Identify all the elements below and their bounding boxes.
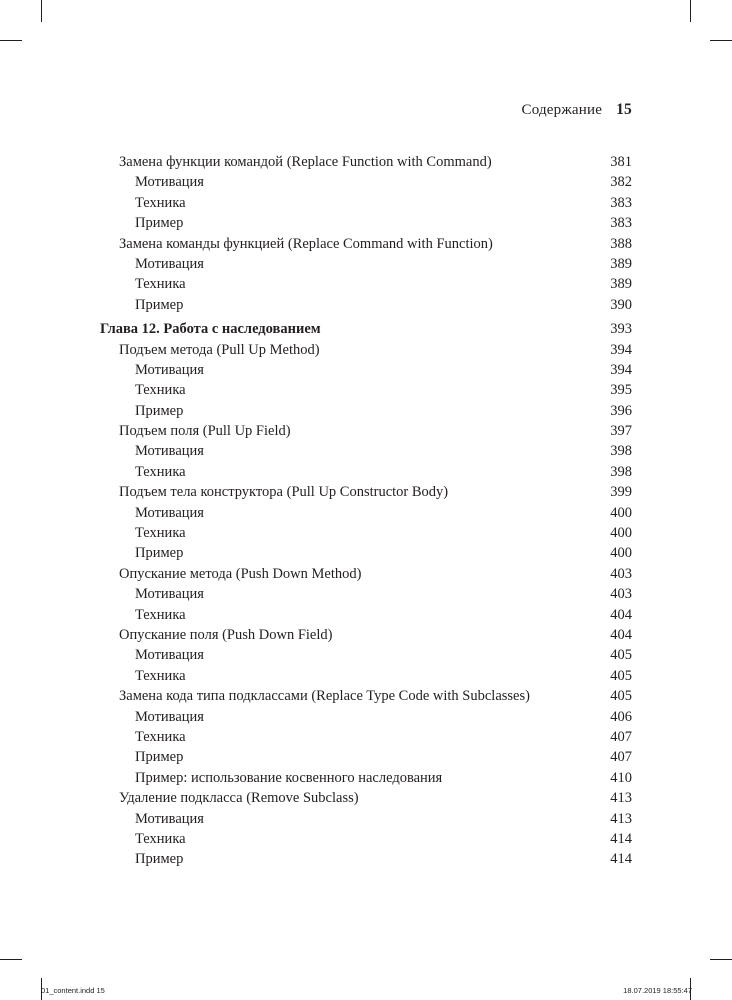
toc-entry — [100, 274, 632, 294]
toc-entry-title: Подъем поля (Pull Up Field) — [119, 423, 291, 440]
footer-file-info: 01_content.indd 15 — [41, 986, 105, 995]
toc-entry — [100, 340, 632, 360]
toc-entry — [100, 829, 632, 849]
toc-entry-page: 389 — [610, 255, 632, 272]
toc-entry-title: Мотивация — [135, 255, 204, 272]
toc-entry-title: Подъем метода (Pull Up Method) — [119, 341, 320, 358]
toc-entry-title: Пример — [135, 296, 184, 313]
toc-entry-title: Мотивация — [135, 504, 204, 521]
toc-entry — [100, 768, 632, 788]
toc-entry-page: 381 — [610, 154, 632, 170]
toc-entry-title: Замена команды функцией (Replace Command with Function) — [119, 235, 493, 252]
toc-chapter-entry — [100, 319, 632, 339]
toc-entry — [100, 503, 632, 523]
toc-entry-page: 400 — [610, 525, 632, 542]
crop-mark-top-left — [41, 0, 42, 22]
toc-entry — [100, 707, 632, 727]
toc-entry — [100, 666, 632, 686]
footer-timestamp: 18.07.2019 18:55:47 — [623, 986, 692, 995]
toc-entry-page: 395 — [610, 382, 632, 399]
toc-entry-title: Мотивация — [135, 810, 204, 827]
toc-entry — [100, 625, 632, 645]
toc-entry-title: Техника — [135, 728, 186, 745]
toc-entry-page: 414 — [610, 830, 632, 847]
toc-entry-title: Удаление подкласса (Remove Subclass) — [119, 790, 359, 807]
toc-entry-page: 410 — [610, 769, 632, 786]
toc-entry-title: Техника — [135, 463, 186, 480]
toc-entry — [100, 686, 632, 706]
toc-entry-page: 382 — [610, 174, 632, 191]
toc-entry-page: 407 — [610, 728, 632, 745]
toc-entry — [100, 254, 632, 274]
toc-entry-page: 413 — [610, 810, 632, 827]
toc-entry — [100, 213, 632, 233]
toc-entry — [100, 727, 632, 747]
toc-entry-title: Техника — [135, 525, 186, 542]
toc-entry — [100, 523, 632, 543]
toc-entry-page: 383 — [610, 194, 632, 211]
toc-entry-page: 393 — [610, 321, 632, 338]
toc-entry-page: 404 — [610, 606, 632, 623]
toc-entry-title: Техника — [135, 382, 186, 399]
toc-entry-title: Техника — [135, 276, 186, 293]
toc-entry-page: 414 — [610, 851, 632, 868]
toc-entry-title: Мотивация — [135, 647, 204, 664]
toc-entry-page: 405 — [610, 688, 632, 705]
page-number: 15 — [616, 101, 632, 118]
toc-entry — [100, 543, 632, 563]
crop-mark-bottom-right — [710, 959, 732, 960]
toc-entry-title: Пример — [135, 749, 184, 766]
toc-entry-title: Глава 12. Работа с наследованием — [100, 321, 321, 338]
toc-entry — [100, 462, 632, 482]
toc-entry — [100, 421, 632, 441]
crop-mark-top-right — [690, 0, 691, 22]
toc-entry-title: Мотивация — [135, 586, 204, 603]
crop-mark-top-left — [0, 40, 22, 41]
toc-entry — [100, 360, 632, 380]
toc-entry-title: Техника — [135, 830, 186, 847]
toc-entry — [100, 605, 632, 625]
toc-entry-page: 406 — [610, 708, 632, 725]
toc-entry-title: Пример — [135, 402, 184, 419]
toc-entry-title: Пример — [135, 851, 184, 868]
toc-entry-page: 390 — [610, 296, 632, 313]
toc-entry-page: 389 — [610, 276, 632, 293]
toc-entry-page: 399 — [610, 484, 632, 501]
toc-entry-title: Замена функции командой (Replace Function with Command) — [119, 154, 492, 170]
toc-entry — [100, 152, 632, 172]
toc-entry-title: Подъем тела конструктора (Pull Up Constructor Body) — [119, 484, 449, 501]
toc-entry-title: Пример — [135, 215, 184, 232]
toc-entry-page: 403 — [610, 565, 632, 582]
table-of-contents — [100, 152, 632, 870]
toc-entry — [100, 295, 632, 315]
toc-entry-title: Пример: использование косвенного наследования — [135, 769, 443, 786]
toc-entry — [100, 584, 632, 604]
toc-entry — [100, 788, 632, 808]
toc-entry-page: 397 — [610, 423, 632, 440]
toc-entry-page: 388 — [610, 235, 632, 252]
toc-entry — [100, 849, 632, 869]
toc-entry-page: 400 — [610, 504, 632, 521]
toc-entry-title: Мотивация — [135, 174, 204, 191]
toc-entry — [100, 809, 632, 829]
toc-entry-title: Пример — [135, 545, 184, 562]
crop-mark-bottom-left — [0, 959, 22, 960]
toc-entry-page: 407 — [610, 749, 632, 766]
toc-entry-page: 413 — [610, 790, 632, 807]
toc-entry — [100, 645, 632, 665]
crop-mark-top-right — [710, 40, 732, 41]
running-header — [521, 101, 632, 119]
toc-entry-page: 383 — [610, 215, 632, 232]
toc-entry-title: Мотивация — [135, 443, 204, 460]
toc-entry-title: Техника — [135, 606, 186, 623]
toc-entry — [100, 380, 632, 400]
toc-entry — [100, 441, 632, 461]
toc-entry — [100, 482, 632, 502]
toc-entry-title: Опускание поля (Push Down Field) — [119, 626, 333, 643]
toc-entry — [100, 401, 632, 421]
toc-entry-page: 403 — [610, 586, 632, 603]
toc-entry-page: 394 — [610, 361, 632, 378]
toc-entry-page: 394 — [610, 341, 632, 358]
toc-entry — [100, 172, 632, 192]
toc-entry — [100, 234, 632, 254]
toc-entry-page: 400 — [610, 545, 632, 562]
toc-entry-title: Замена кода типа подклассами (Replace Type Code with Subclasses) — [119, 688, 530, 705]
toc-entry — [100, 564, 632, 584]
toc-entry-page: 396 — [610, 402, 632, 419]
toc-entry — [100, 193, 632, 213]
toc-entry-page: 405 — [610, 667, 632, 684]
toc-entry-title: Техника — [135, 194, 186, 211]
toc-entry-title: Мотивация — [135, 708, 204, 725]
toc-entry-page: 398 — [610, 443, 632, 460]
running-header-title: Содержание — [521, 102, 603, 118]
toc-entry-page: 405 — [610, 647, 632, 664]
toc-entry-title: Мотивация — [135, 361, 204, 378]
toc-entry — [100, 747, 632, 767]
toc-entry-title: Опускание метода (Push Down Method) — [119, 565, 362, 582]
toc-entry-title: Техника — [135, 667, 186, 684]
toc-entry-page: 398 — [610, 463, 632, 480]
toc-entry-page: 404 — [610, 626, 632, 643]
